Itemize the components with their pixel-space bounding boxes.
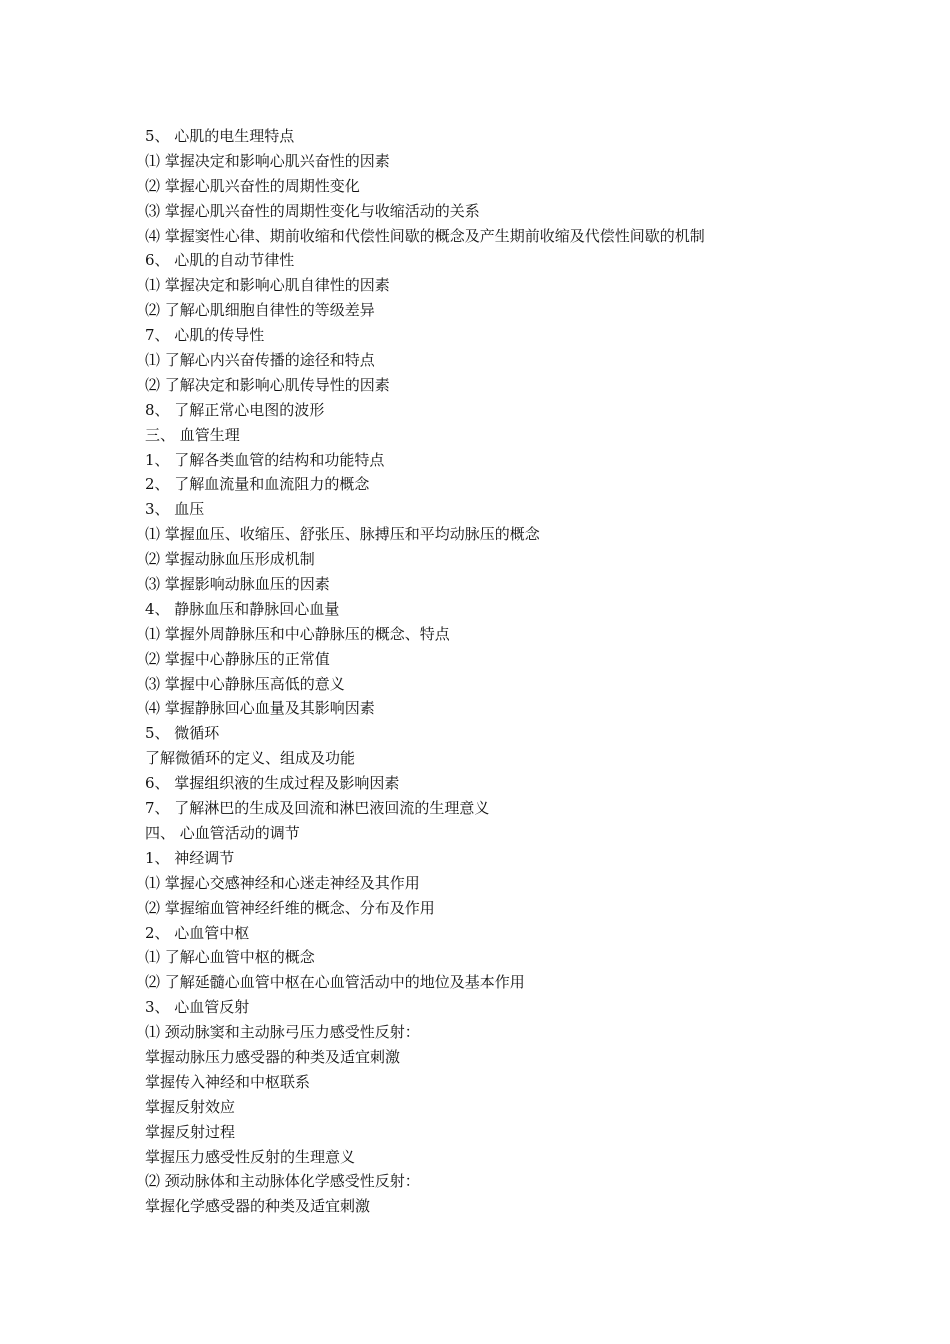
outline-line: ⑴ 掌握决定和影响心肌兴奋性的因素 bbox=[145, 151, 390, 170]
outline-line: ⑴ 颈动脉窦和主动脉弓压力感受性反射： bbox=[145, 1023, 420, 1042]
outline-line: 掌握传入神经和中枢联系 bbox=[145, 1072, 311, 1091]
outline-line: ⑵ 掌握动脉血压形成机制 bbox=[145, 550, 315, 569]
outline-line: 5、 微循环 bbox=[145, 724, 220, 743]
outline-line: 四、 心血管活动的调节 bbox=[145, 823, 300, 842]
outline-line: ⑵ 颈动脉体和主动脉体化学感受性反射： bbox=[145, 1172, 420, 1191]
outline-line: ⑴ 了解心血管中枢的概念 bbox=[145, 948, 315, 967]
outline-line: ⑴ 掌握血压、收缩压、舒张压、脉搏压和平均动脉压的概念 bbox=[145, 525, 540, 544]
outline-line: ⑵ 了解延髓心血管中枢在心血管活动中的地位及基本作用 bbox=[145, 973, 525, 992]
outline-line: 掌握化学感受器的种类及适宜刺激 bbox=[145, 1197, 371, 1216]
outline-line: ⑷ 掌握静脉回心血量及其影响因素 bbox=[145, 699, 375, 718]
outline-line: 4、 静脉血压和静脉回心血量 bbox=[145, 599, 340, 618]
outline-line: 5、 心肌的电生理特点 bbox=[145, 127, 295, 145]
outline-list bbox=[145, 124, 845, 1219]
outline-line: ⑵ 掌握中心静脉压的正常值 bbox=[145, 649, 330, 668]
outline-line: 2、 了解血流量和血流阻力的概念 bbox=[145, 475, 370, 494]
outline-line: ⑷ 掌握窦性心律、期前收缩和代偿性间歇的概念及产生期前收缩及代偿性间歇的机制 bbox=[145, 226, 705, 245]
outline-line: 掌握反射过程 bbox=[145, 1122, 236, 1141]
outline-line: 8、 了解正常心电图的波形 bbox=[145, 400, 325, 419]
outline-line: ⑴ 掌握外周静脉压和中心静脉压的概念、特点 bbox=[145, 624, 450, 643]
outline-line: ⑵ 了解心肌细胞自律性的等级差异 bbox=[145, 301, 375, 320]
outline-line: 1、 了解各类血管的结构和功能特点 bbox=[145, 450, 385, 469]
outline-line: ⑴ 掌握心交感神经和心迷走神经及其作用 bbox=[145, 873, 420, 892]
outline-line: 7、 心肌的传导性 bbox=[145, 326, 265, 345]
outline-line: ⑵ 了解决定和影响心肌传导性的因素 bbox=[145, 375, 390, 394]
outline-line: 掌握反射效应 bbox=[145, 1097, 236, 1116]
outline-line: ⑵ 掌握缩血管神经纤维的概念、分布及作用 bbox=[145, 898, 435, 917]
outline-line: ⑴ 了解心内兴奋传播的途径和特点 bbox=[145, 351, 375, 370]
outline-line: 掌握动脉压力感受器的种类及适宜刺激 bbox=[145, 1047, 401, 1066]
outline-line: ⑶ 掌握影响动脉血压的因素 bbox=[145, 575, 330, 594]
outline-line: ⑵ 掌握心肌兴奋性的周期性变化 bbox=[145, 176, 360, 195]
outline-line: 6、 心肌的自动节律性 bbox=[145, 251, 295, 270]
outline-line: 3、 心血管反射 bbox=[145, 998, 250, 1017]
outline-line: 6、 掌握组织液的生成过程及影响因素 bbox=[145, 774, 400, 793]
outline-line: 掌握压力感受性反射的生理意义 bbox=[145, 1147, 356, 1166]
outline-line: 三、 血管生理 bbox=[145, 425, 240, 444]
outline-line: 了解微循环的定义、组成及功能 bbox=[145, 749, 356, 768]
outline-line: ⑶ 掌握中心静脉压高低的意义 bbox=[145, 674, 345, 693]
outline-line: ⑶ 掌握心肌兴奋性的周期性变化与收缩活动的关系 bbox=[145, 201, 480, 220]
outline-line: 3、 血压 bbox=[145, 500, 205, 519]
outline-line: 1、 神经调节 bbox=[145, 848, 235, 867]
outline-line: 2、 心血管中枢 bbox=[145, 923, 250, 942]
outline-line: 7、 了解淋巴的生成及回流和淋巴液回流的生理意义 bbox=[145, 799, 490, 818]
outline-line: ⑴ 掌握决定和影响心肌自律性的因素 bbox=[145, 276, 390, 295]
